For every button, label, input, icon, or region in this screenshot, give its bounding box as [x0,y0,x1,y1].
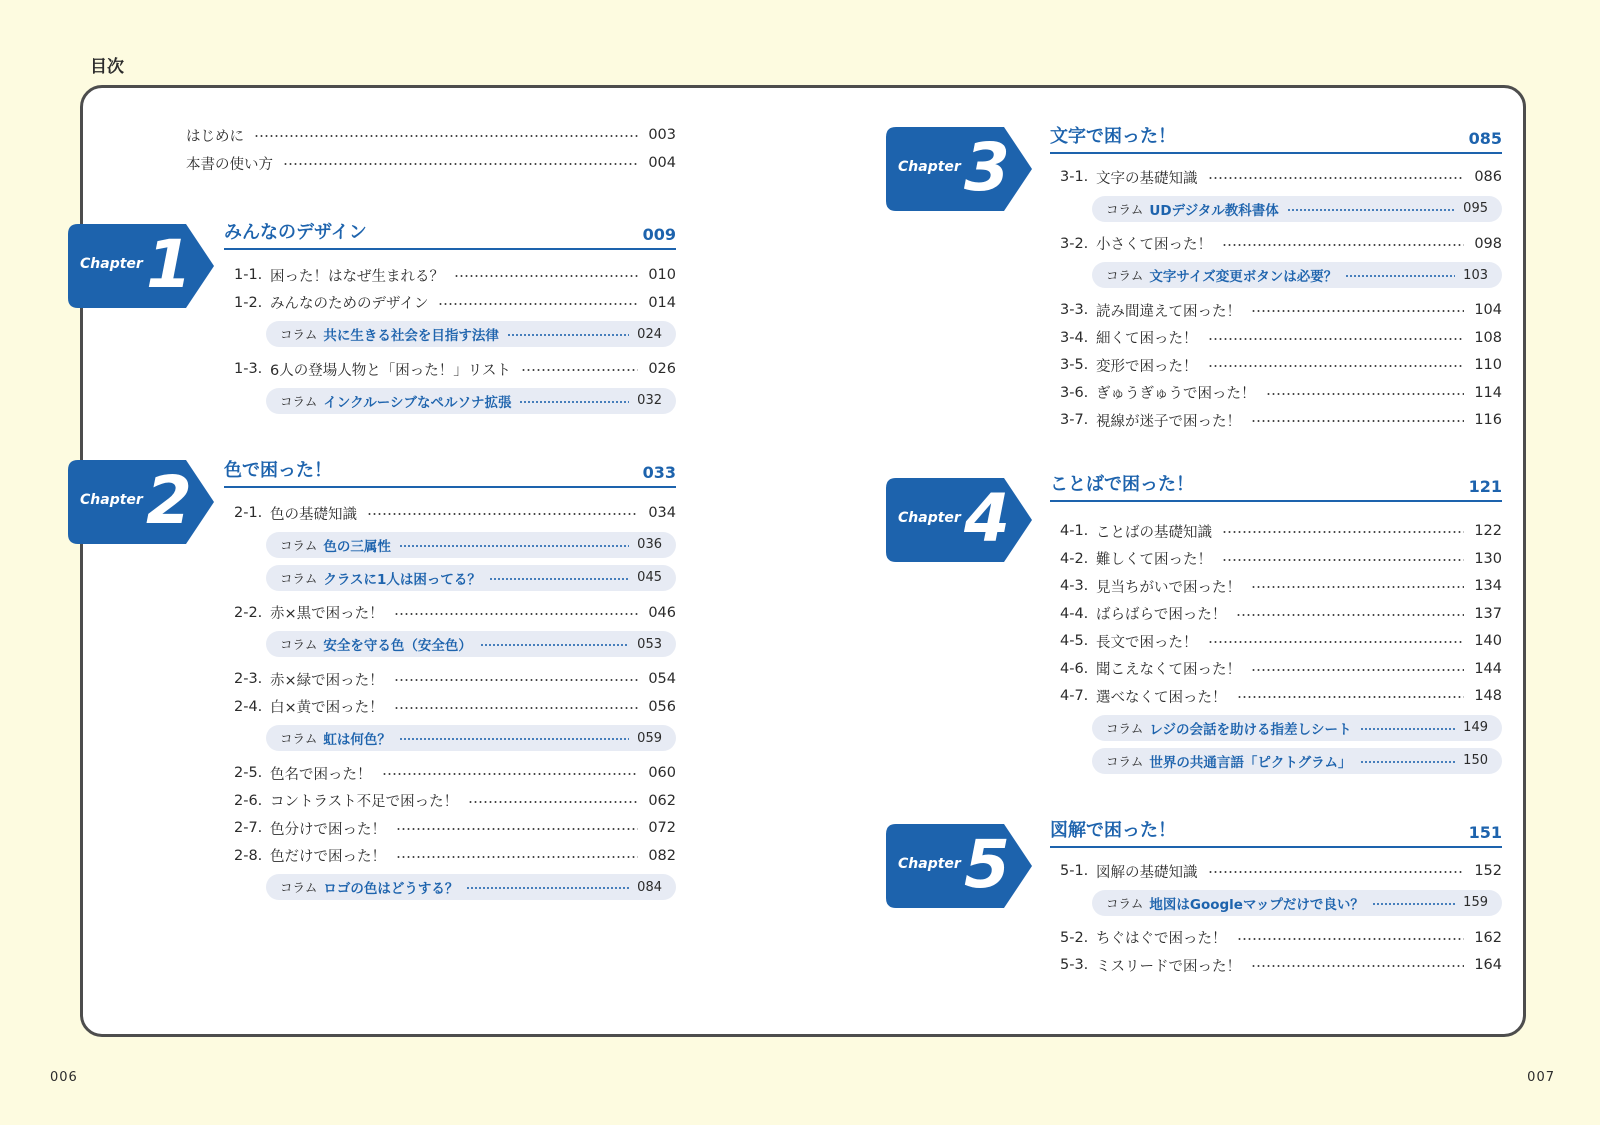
entry-page: 046 [648,604,676,621]
column-label: 共に生きる社会を目指す法律 [323,328,499,344]
entry-label: ことばの基礎知識 [1096,524,1212,541]
chapter-page: 033 [642,463,676,482]
entry-label: ばらばらで困った！ [1096,607,1227,623]
chapter-badge [886,824,1034,908]
toc-entry[interactable] [186,152,676,174]
section-number: 3-1. [1060,169,1089,185]
column-tag: コラム [1106,201,1144,217]
entry-label: 細くて困った！ [1096,331,1198,347]
chapter-page: 151 [1468,823,1502,842]
dot-leader [1251,586,1464,588]
column-page: 036 [637,537,662,552]
chapter-heading[interactable] [1050,124,1502,154]
column-tag: コラム [1106,268,1144,283]
dot-leader [399,738,629,740]
dot-leader [1222,531,1464,533]
section-number: 2-5. [234,765,263,781]
chapter-number: 4 [964,480,1010,557]
toc-entry[interactable] [1060,685,1502,707]
entry-page: 072 [648,820,676,836]
toc-entry[interactable] [1060,603,1502,625]
entry-page: 026 [648,361,676,377]
toc-entry[interactable] [1060,166,1502,188]
entry-page: 010 [648,267,676,283]
dot-leader [1237,938,1465,940]
entry-page: 056 [648,698,676,715]
entry-page: 062 [648,792,676,809]
toc-entry[interactable] [234,602,676,624]
toc-entry[interactable] [1060,233,1502,255]
dot-leader [1266,393,1465,395]
column-entry[interactable] [1092,715,1502,741]
dot-leader [454,275,638,277]
section-number: 4-4. [1060,605,1089,622]
section-number: 2-3. [234,671,263,687]
column-label: 色の三属性 [323,538,391,555]
dot-leader [466,887,629,889]
dot-leader [1222,244,1464,246]
entry-label: 赤×緑で困った！ [270,672,384,689]
chapter-title: みんなのデザイン [224,222,367,243]
column-entry[interactable] [266,388,676,414]
chapter-title: 文字で困った！ [1050,126,1176,147]
dot-leader [1208,177,1465,179]
section-number: 3-5. [1060,357,1089,373]
chapter-page: 121 [1468,477,1502,496]
dot-leader [521,369,638,371]
entry-page: 162 [1474,929,1502,946]
section-number: 5-3. [1060,957,1089,973]
entry-label: 本書の使い方 [186,156,273,173]
column-page: 024 [637,326,662,342]
column-page: 032 [637,393,662,408]
column-label: クラスに1人は困ってる？ [323,571,481,588]
column-label: 世界の共通言語「ピクトグラム」 [1149,754,1352,771]
section-number: 5-1. [1060,863,1089,879]
column-entry[interactable] [266,565,676,591]
entry-label: 難しくて困った！ [1096,552,1212,568]
column-page: 150 [1463,753,1488,768]
toc-entry[interactable] [1060,548,1502,570]
column-tag: コラム [280,393,318,409]
section-number: 3-3. [1060,302,1089,318]
page-number-left: 006 [50,1070,78,1085]
dot-leader [1251,669,1464,671]
section-number: 3-2. [1060,235,1089,252]
entry-page: 148 [1474,688,1502,704]
column-tag: コラム [1106,720,1144,736]
chapter-heading[interactable] [224,458,676,488]
dot-leader [1208,871,1465,873]
column-label: 地図はGoogleマップだけで良い？ [1149,896,1364,913]
entry-page: 130 [1474,550,1502,567]
dot-leader [254,135,638,137]
section-number: 4-6. [1060,660,1089,677]
entry-label: 変形で困った！ [1096,358,1198,375]
toc-entry[interactable] [1060,954,1502,976]
entry-label: 色の基礎知識 [270,506,357,523]
chapter-number: 2 [146,462,192,539]
dot-leader [438,303,638,305]
entry-label: 聞こえなくて困った！ [1096,662,1241,678]
entry-page: 098 [1474,235,1502,252]
dot-leader [394,613,639,615]
entry-page: 140 [1474,633,1502,649]
toc-entry[interactable] [1060,860,1502,882]
chapter-heading[interactable] [1050,818,1502,848]
entry-label: 赤×黒で困った！ [270,606,384,622]
toc-entry[interactable] [234,358,676,380]
column-label: 安全を守る色（安全色） [323,638,472,654]
column-entry[interactable] [1092,748,1502,774]
entry-page: 034 [648,505,676,521]
dot-leader [394,707,639,709]
column-label: インクルーシブなペルソナ拡張 [323,394,512,411]
toc-entry[interactable] [234,264,676,286]
entry-label: 読み間違えて困った！ [1096,303,1241,320]
toc-entry[interactable] [186,124,676,146]
chapter-word: Chapter [898,510,961,526]
section-number: 2-4. [234,698,263,715]
chapter-heading[interactable] [1050,472,1502,502]
column-page: 084 [637,879,662,895]
dot-leader [480,644,629,646]
entry-label: 色だけで困った！ [270,849,386,865]
column-entry[interactable] [266,631,676,657]
entry-label: 白×黄で困った！ [270,700,384,716]
toc-entry[interactable] [1060,327,1502,349]
column-tag: コラム [280,570,318,586]
chapter-badge [68,224,216,308]
chapter-word: Chapter [898,159,961,175]
entry-label: 色名で困った！ [270,766,372,783]
entry-page: 134 [1474,578,1502,594]
chapter-number: 1 [146,226,192,303]
entry-label: ミスリードで困った！ [1096,958,1241,975]
entry-page: 144 [1474,660,1502,677]
entry-page: 114 [1474,384,1502,401]
column-page: 149 [1463,720,1488,735]
dot-leader [367,513,638,515]
section-number: 5-2. [1060,929,1089,946]
chapter-word: Chapter [80,256,143,272]
dot-leader [1222,559,1464,561]
section-number: 4-1. [1060,523,1089,539]
chapter-title: ことばで困った！ [1050,474,1194,495]
column-page: 053 [637,636,662,652]
entry-label: 小さくて困った！ [1096,237,1212,253]
column-label: ロゴの色はどうする？ [323,881,459,897]
chapter-title: 図解で困った！ [1050,820,1176,841]
section-number: 1-1. [234,267,263,283]
toc-entry[interactable] [1060,382,1502,404]
toc-header-title: 目次 [90,57,124,77]
column-label: 文字サイズ変更ボタンは必要？ [1149,269,1338,285]
column-tag: コラム [280,637,318,652]
section-number: 2-7. [234,820,263,836]
toc-entry[interactable] [234,668,676,690]
dot-leader [1360,761,1456,763]
chapter-number: 3 [964,129,1010,206]
column-page: 103 [1463,267,1488,283]
toc-entry[interactable] [234,817,676,839]
section-number: 4-7. [1060,688,1089,704]
toc-entry[interactable] [1060,354,1502,376]
toc-entry[interactable] [1060,658,1502,680]
column-label: UDデジタル教科書体 [1149,202,1279,219]
entry-label: 文字の基礎知識 [1096,170,1198,187]
entry-label: 6人の登場人物と「困った！」リスト [270,362,511,379]
entry-label: ちぐはぐで困った！ [1096,931,1227,947]
section-number: 3-4. [1060,329,1089,346]
column-tag: コラム [280,731,318,746]
entry-page: 014 [648,294,676,311]
column-tag: コラム [1106,895,1144,911]
toc-entry[interactable] [234,845,676,867]
column-entry[interactable] [266,532,676,558]
section-number: 3-7. [1060,412,1089,428]
entry-page: 104 [1474,302,1502,318]
dot-leader [1208,641,1465,643]
column-entry[interactable] [266,725,676,751]
entry-page: 108 [1474,329,1502,346]
toc-entry[interactable] [1060,520,1502,542]
entry-label: 図解の基礎知識 [1096,864,1198,881]
entry-page: 122 [1474,523,1502,539]
toc-entry[interactable] [1060,575,1502,597]
dot-leader [1236,614,1464,616]
entry-page: 152 [1474,863,1502,879]
column-page: 159 [1463,895,1488,910]
page-number-right: 007 [1527,1070,1555,1085]
chapter-page: 085 [1468,129,1502,148]
toc-entry[interactable] [234,696,676,718]
section-number: 4-2. [1060,550,1089,567]
entry-page: 054 [648,671,676,687]
dot-leader [507,334,629,336]
toc-entry[interactable] [1060,927,1502,949]
entry-label: 困った！はなぜ生まれる？ [270,268,444,285]
chapter-number: 5 [964,826,1010,903]
toc-entry[interactable] [234,790,676,812]
entry-page: 003 [648,127,676,143]
column-page: 095 [1463,201,1488,216]
entry-page: 164 [1474,957,1502,973]
column-tag: コラム [280,537,318,553]
toc-entry[interactable] [1060,630,1502,652]
dot-leader [1360,728,1456,730]
entry-label: 見当ちがいで困った！ [1096,579,1241,596]
toc-entry[interactable] [234,502,676,524]
chapter-page: 009 [642,225,676,244]
chapter-title: 色で困った！ [224,460,332,481]
section-number: 2-6. [234,792,263,809]
section-number: 4-5. [1060,633,1089,649]
entry-page: 137 [1474,605,1502,622]
chapter-word: Chapter [898,856,961,872]
toc-entry[interactable] [1060,299,1502,321]
section-number: 1-2. [234,294,263,311]
entry-label: はじめに [186,128,244,145]
section-number: 1-3. [234,361,263,377]
chapter-badge [68,460,216,544]
toc-entry[interactable] [234,292,676,314]
chapter-badge [886,127,1034,211]
entry-page: 086 [1474,169,1502,185]
column-tag: コラム [280,880,318,895]
entry-page: 060 [648,765,676,781]
column-tag: コラム [1106,753,1144,769]
entry-label: みんなのためのデザイン [270,296,429,312]
dot-leader [1345,275,1455,277]
dot-leader [1237,696,1465,698]
dot-leader [382,773,639,775]
chapter-word: Chapter [80,492,143,508]
entry-page: 082 [648,847,676,864]
entry-label: コントラスト不足で困った！ [270,794,459,810]
toc-entry[interactable] [234,762,676,784]
dot-leader [399,545,629,547]
dot-leader [1251,965,1464,967]
section-number: 2-1. [234,505,263,521]
dot-leader [1251,310,1464,312]
entry-page: 004 [648,155,676,171]
dot-leader [1372,903,1455,905]
column-page: 045 [637,570,662,585]
dot-leader [1287,209,1455,211]
dot-leader [396,828,638,830]
dot-leader [1208,365,1465,367]
column-entry[interactable] [1092,196,1502,222]
dot-leader [396,856,638,858]
column-page: 059 [637,730,662,746]
entry-label: 長文で困った！ [1096,634,1198,651]
column-label: レジの会話を助ける指差しシート [1149,721,1352,738]
dot-leader [519,401,629,403]
dot-leader [468,801,638,803]
entry-page: 110 [1474,357,1502,373]
entry-label: 選べなくて困った！ [1096,689,1227,706]
dot-leader [1251,420,1464,422]
column-entry[interactable] [266,321,676,347]
dot-leader [283,163,638,165]
section-number: 3-6. [1060,384,1089,401]
dot-leader [394,679,639,681]
dot-leader [1208,338,1465,340]
section-number: 2-8. [234,847,263,864]
toc-entry[interactable] [1060,409,1502,431]
entry-label: 色分けで困った！ [270,821,386,838]
section-number: 2-2. [234,604,263,621]
entry-page: 116 [1474,412,1502,428]
entry-label: ぎゅうぎゅうで困った！ [1096,386,1256,402]
section-number: 4-3. [1060,578,1089,594]
entry-label: 視線が迷子で困った！ [1096,413,1241,430]
dot-leader [489,578,629,580]
chapter-badge [886,478,1034,562]
column-entry[interactable] [1092,262,1502,288]
column-entry[interactable] [1092,890,1502,916]
column-label: 虹は何色？ [323,732,391,748]
chapter-heading[interactable] [224,220,676,250]
column-tag: コラム [280,327,318,342]
column-entry[interactable] [266,874,676,900]
